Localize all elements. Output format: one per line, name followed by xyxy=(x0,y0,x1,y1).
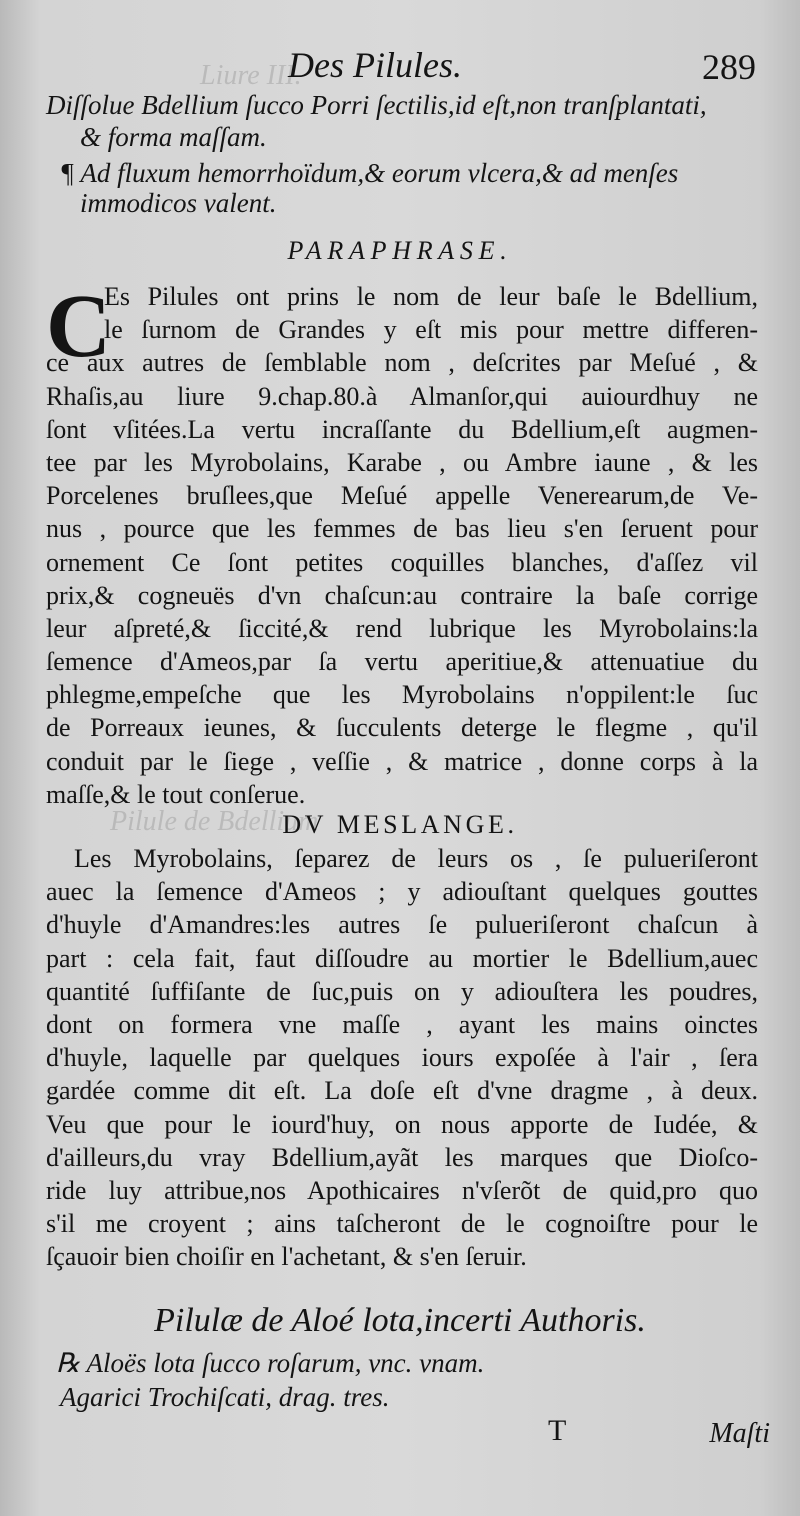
drop-cap: C xyxy=(46,277,111,376)
text-line: Porcelenes bruſlees,que Meſué appelle Venerearum,de Ve- xyxy=(46,481,758,511)
text-line: gardée comme dit eſt. La doſe eſt d'vne dragme , à deux. xyxy=(46,1076,758,1106)
show-through-text: Pilule de Bdellium xyxy=(110,806,319,837)
text-line: s'il me croyent ; ains taſcheront de le cognoiſtre pour le xyxy=(46,1209,758,1239)
recipe-title: Pilulæ de Aloé lota,incerti Authoris. xyxy=(154,1302,646,1339)
text-line: le ſurnom de Grandes y eſt mis pour mettre differen- xyxy=(104,315,758,345)
text-line: phlegme,empeſche que les Myrobolains n'oppilent:le ſuc xyxy=(46,680,758,710)
text-line: maſſe,& le tout conſerue. xyxy=(46,779,306,809)
text-line: tee par les Myrobolains, Karabe , ou Ambre iaune , & les xyxy=(46,447,758,477)
paraphrase-heading: PARAPHRASE. xyxy=(287,236,513,265)
page-number: 289 xyxy=(702,47,756,87)
text-line: Les Myrobolains, ſeparez de leurs os , ſe pulueriſeront xyxy=(74,844,758,873)
text-line: ride luy attribue,nos Apothicaires n'vſerõt de quid,pro quo xyxy=(46,1175,758,1205)
text-line: de Porreaux ieunes, & ſucculents deterge le flegme , qu'il xyxy=(46,713,758,743)
text-line: dont on formera vne maſſe , ayant les mains oinctes xyxy=(46,1009,758,1039)
text-line: nus , pource que les femmes de bas lieu s'en ſeruent pour xyxy=(46,514,758,544)
catchword: Maſti xyxy=(709,1418,770,1449)
recipe-line: Diſſolue Bdellium ſucco Porri ſectilis,id eſt,non tranſplantati, xyxy=(46,90,707,120)
text-line: d'huyle, laquelle par quelques iours expoſée à l'air , ſera xyxy=(46,1043,758,1073)
page-header xyxy=(0,44,800,94)
text-line: Es Pilules ont prins le nom de leur baſe le Bdellium, xyxy=(104,282,758,311)
text-line: part : cela fait, faut diſſoudre au mortier le Bdellium,auec xyxy=(46,943,758,973)
text-line: ſont vſitées.La vertu incraſſante du Bdellium,eſt augmen- xyxy=(46,414,758,444)
recipe-line: & forma maſſam. xyxy=(80,122,267,152)
text-line: quantité ſuffiſante de ſuc,puis on y adiouſtera les poudres, xyxy=(46,976,758,1006)
text-line: auec la ſemence d'Ameos ; y adiouſtant quelques gouttes xyxy=(46,877,758,907)
text-line: ſemence d'Ameos,par ſa vertu aperitiue,& attenuatiue du xyxy=(46,647,758,677)
show-through-text: Liure III. xyxy=(200,60,302,91)
text-line: Rhaſis,au liure 9.chap.80.à Almanſor,qui auiourdhuy ne xyxy=(46,381,758,411)
text-line: Veu que pour le iourd'huy, on nous apporte de Iudée, & xyxy=(46,1109,758,1139)
text-line: d'ailleurs,du vray Bdellium,ayãt les marques que Dioſco- xyxy=(46,1142,758,1172)
text-line: d'huyle d'Amandres:les autres ſe pulueriſeront chaſcun à xyxy=(46,910,758,940)
text-line: leur aſpreté,& ſiccité,& rend lubrique les Myrobolains:la xyxy=(46,613,758,643)
text-line: ſçauoir bien choiſir en l'achetant, & s'en ſeruir. xyxy=(46,1242,527,1272)
text-line: ce aux autres de ſemblable nom , deſcrites par Meſué , & xyxy=(46,348,758,378)
recipe-line: ℞ Aloës lota ſucco roſarum, vnc. vnam. xyxy=(56,1348,485,1378)
text-line: prix,& cogneuës d'vn chaſcun:au contraire la baſe corrige xyxy=(46,580,758,610)
recipe-line: immodicos valent. xyxy=(80,188,277,218)
meslange-text xyxy=(46,842,758,1273)
signature-mark: T xyxy=(548,1414,567,1447)
meslange-heading: DV MESLANGE. xyxy=(282,810,518,839)
paraphrase-text xyxy=(46,277,758,811)
text-line: conduit par le ſiege , veſſie , & matrice , donne corps à la xyxy=(46,746,758,776)
recipe-line: Agarici Trochiſcati, drag. tres. xyxy=(60,1382,390,1412)
recipe-line: ¶ Ad fluxum hemorrhoïdum,& eorum vlcera,& ad menſes xyxy=(60,158,679,188)
running-head: Des Pilules. xyxy=(288,45,462,85)
text-line: ornement Ce ſont petites coquilles blanches, d'aſſez vil xyxy=(46,547,758,577)
